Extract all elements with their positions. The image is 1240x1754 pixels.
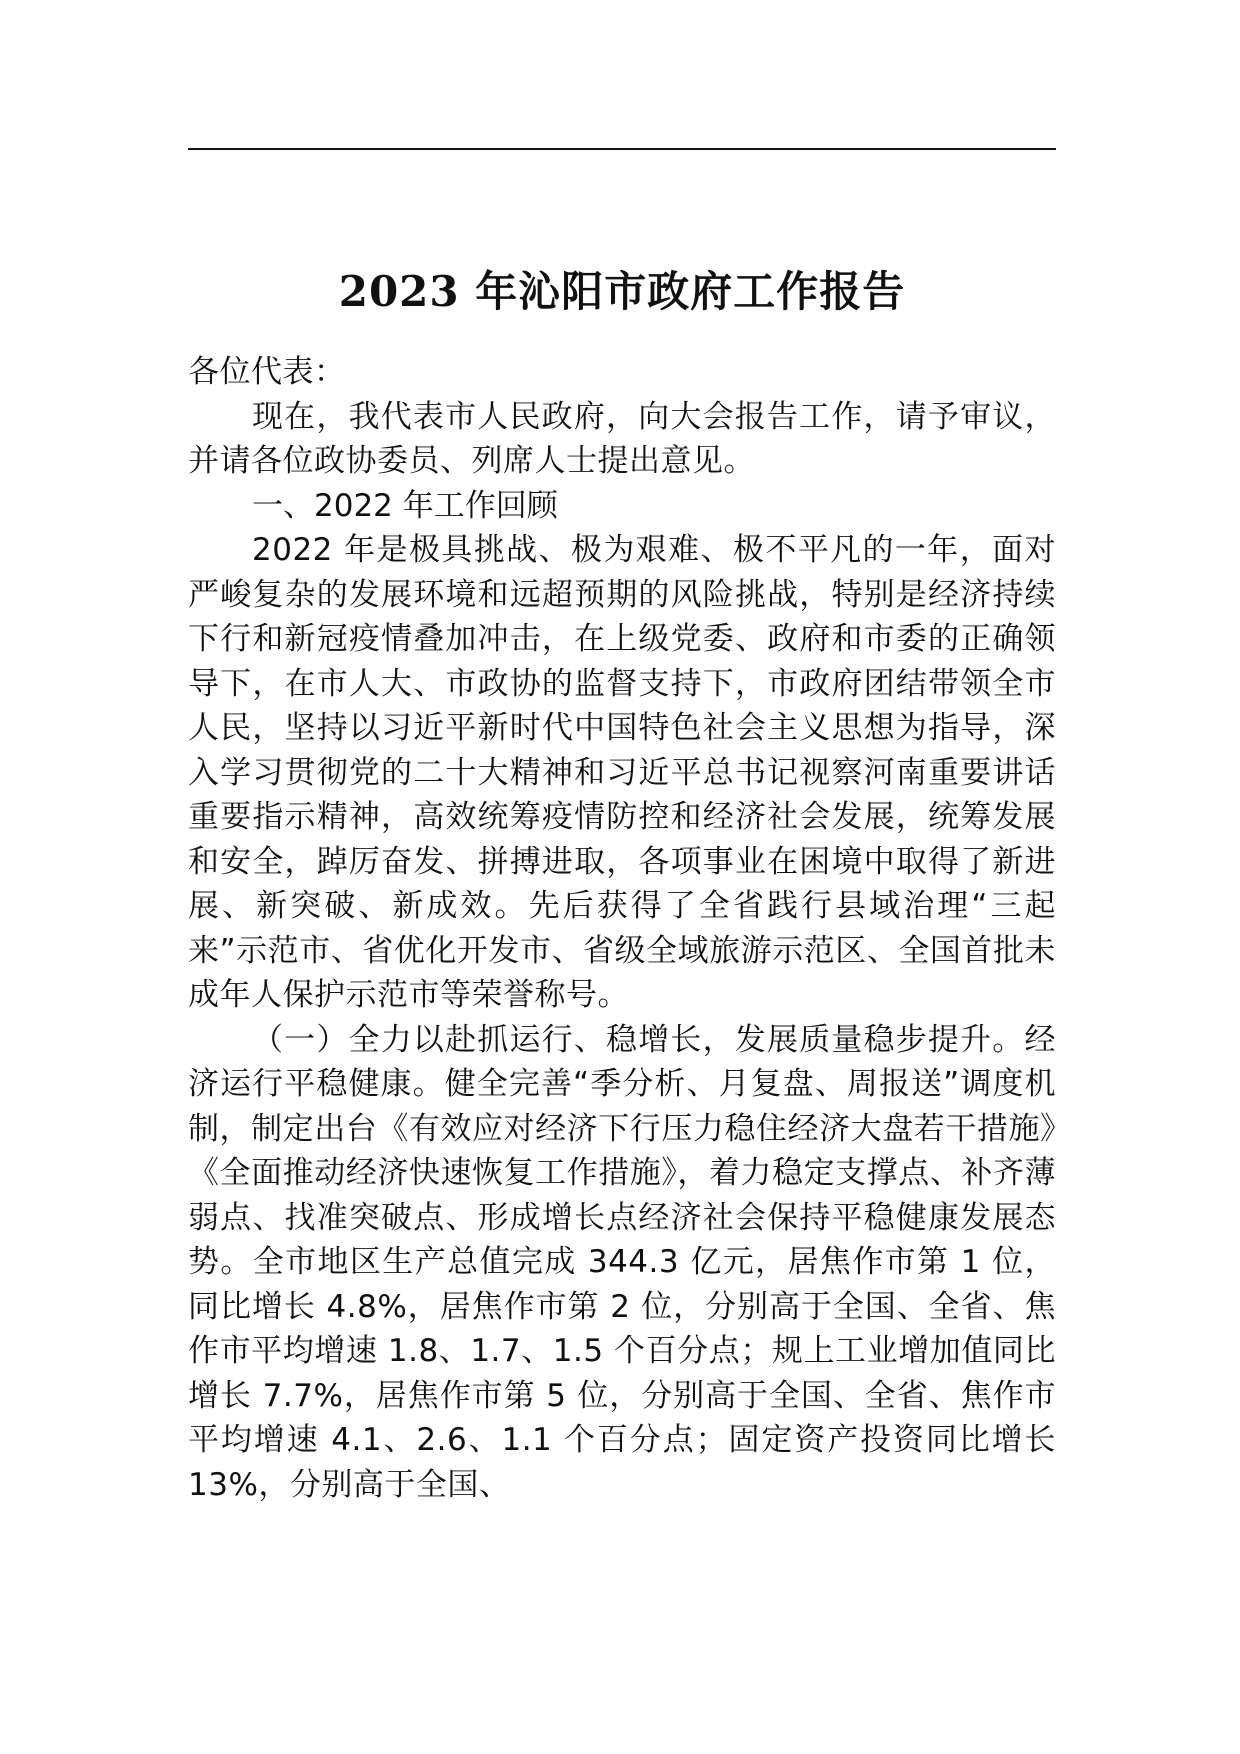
document-title: 2023 年沁阳市政府工作报告 — [338, 267, 906, 317]
intro-paragraph: 现在，我代表市人民政府，向大会报告工作，请予审议，并请各位政协委员、列席人士提出意见。 — [188, 398, 1056, 479]
subsection-paragraph: （一）全力以赴抓运行、稳增长，发展质量稳步提升。经济运行平稳健康。健全完善“季分析、月复盘、周报送”调度机制，制定出台《有效应对经济下行压力稳住经济大盘若干措施》《全面推动经济快速恢复工作措施》，着力稳定支撑点、补齐薄弱点、找准突破点、形成增长点经济社会保持平稳健康发展态势。全市地区生产总值完成 344.3 亿元，居焦作市第 1 位，同比增长 4.8%，居焦作市第 2 位，分别高于全国、全省、焦作市平均增速 1.8、1.7、1.5 个百分点；规上工业增加值同比增长 7.7%，居焦作市第 5 位，分别高于全国、全省、焦作市平均增速 4.1、2.6、1.1 个百分点；固定资产投资同比增长 13%，分别高于全国、 — [188, 1021, 1056, 1503]
header-rule — [188, 148, 1056, 150]
salutation: 各位代表： — [188, 354, 346, 390]
section-heading-review: 一、2022 年工作回顾 — [252, 487, 558, 524]
review-paragraph: 2022 年是极具挑战、极为艰难、极不平凡的一年，面对严峻复杂的发展环境和远超预期的风险挑战，特别是经济持续下行和新冠疫情叠加冲击，在上级党委、政府和市委的正确领导下，在市人大、市政协的监督支持下，市政府团结带领全市人民，坚持以习近平新时代中国特色社会主义思想为指导，深入学习贯彻党的二十大精神和习近平总书记视察河南重要讲话重要指示精神，高效统筹疫情防控和经济社会发展，统筹发展和安全，踔厉奋发、拼搏进取，各项事业在困境中取得了新进展、新突破、新成效。先后获得了全省践行县域治理“三起来”示范市、省优化开发市、省级全域旅游示范区、全国首批未成年人保护示范市等荣誉称号。 — [188, 532, 1056, 1013]
document-body — [188, 350, 1056, 1507]
